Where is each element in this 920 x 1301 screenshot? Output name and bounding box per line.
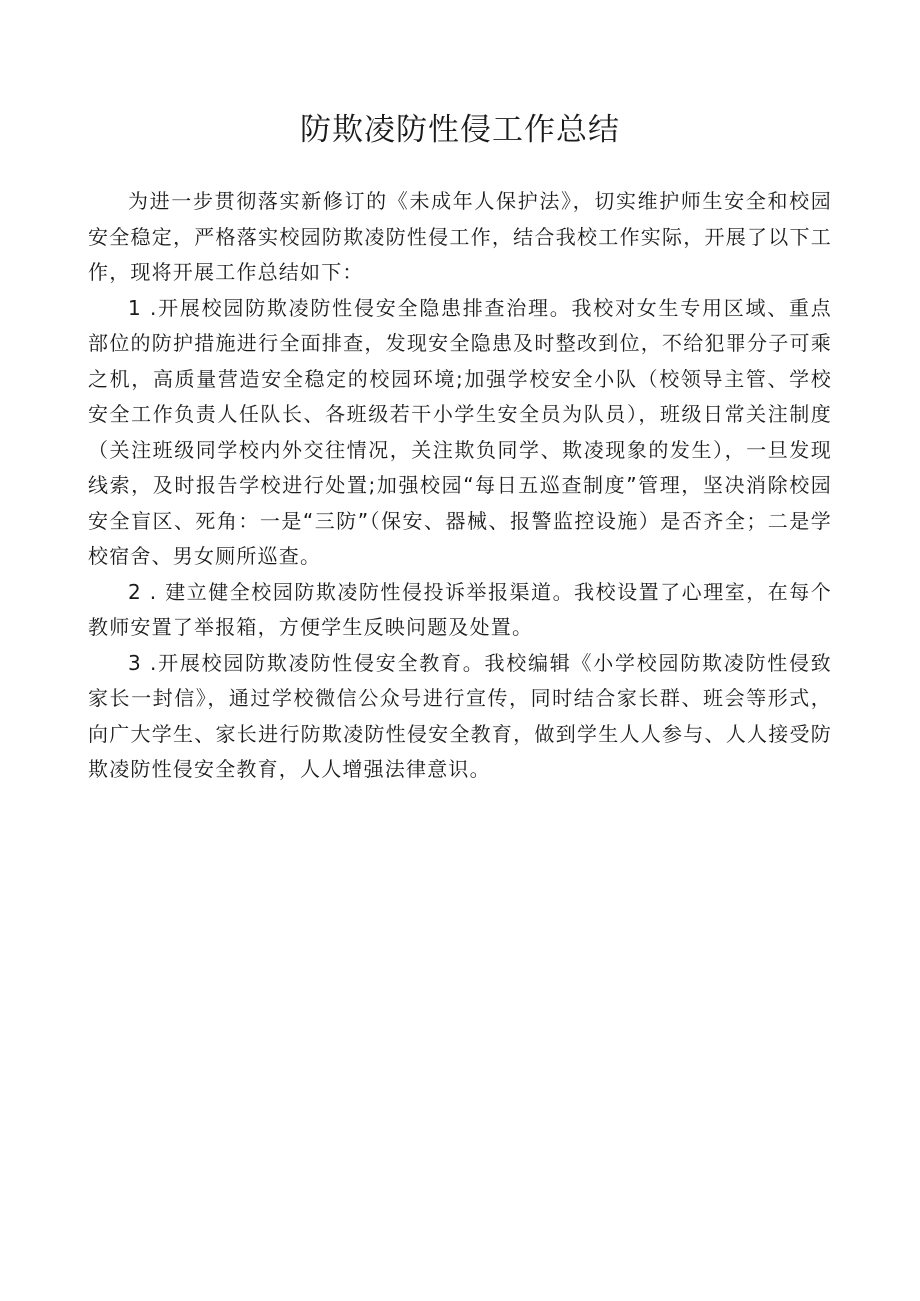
- intro-paragraph: 为进一步贯彻落实新修订的《未成年人保护法》，切实维护师生安全和校园安全稳定，严格落实校园防欺凌防性侵工作，结合我校工作实际，开展了以下工作，现将开展工作总结如下：: [88, 189, 832, 284]
- page-title: 防欺凌防性侵工作总结: [300, 112, 620, 148]
- document-body: [88, 184, 832, 788]
- item-3-paragraph: 3 .开展校园防欺凌防性侵安全教育。我校编辑《小学校园防欺凌防性侵致家长一封信》，通过学校微信公众号进行宣传，同时结合家长群、班会等形式，向广大学生、家长进行防欺凌防性侵安全教育，做到学生人人参与、人人接受防欺凌防性侵安全教育，人人增强法律意识。: [88, 650, 832, 781]
- item-2-paragraph: 2 . 建立健全校园防欺凌防性侵投诉举报渠道。我校设置了心理室，在每个教师安置了举报箱，方便学生反映问题及处置。: [88, 579, 832, 639]
- item-1-paragraph: 1 .开展校园防欺凌防性侵安全隐患排查治理。我校对女生专用区域、重点部位的防护措施进行全面排查，发现安全隐患及时整改到位，不给犯罪分子可乘之机，高质量营造安全稳定的校园环境;加强学校安全小队（校领导主管、学校安全工作负责人任队长、各班级若干小学生安全员为队员），班级日常关注制度（关注班级同学校内外交往情况，关注欺负同学、欺凌现象的发生），一旦发现线索，及时报告学校进行处置;加强校园“每日五巡查制度”管理，坚决消除校园安全盲区、死角：一是“三防”（保安、器械、报警监控设施）是否齐全；二是学校宿舍、男女厕所巡查。: [88, 295, 832, 568]
